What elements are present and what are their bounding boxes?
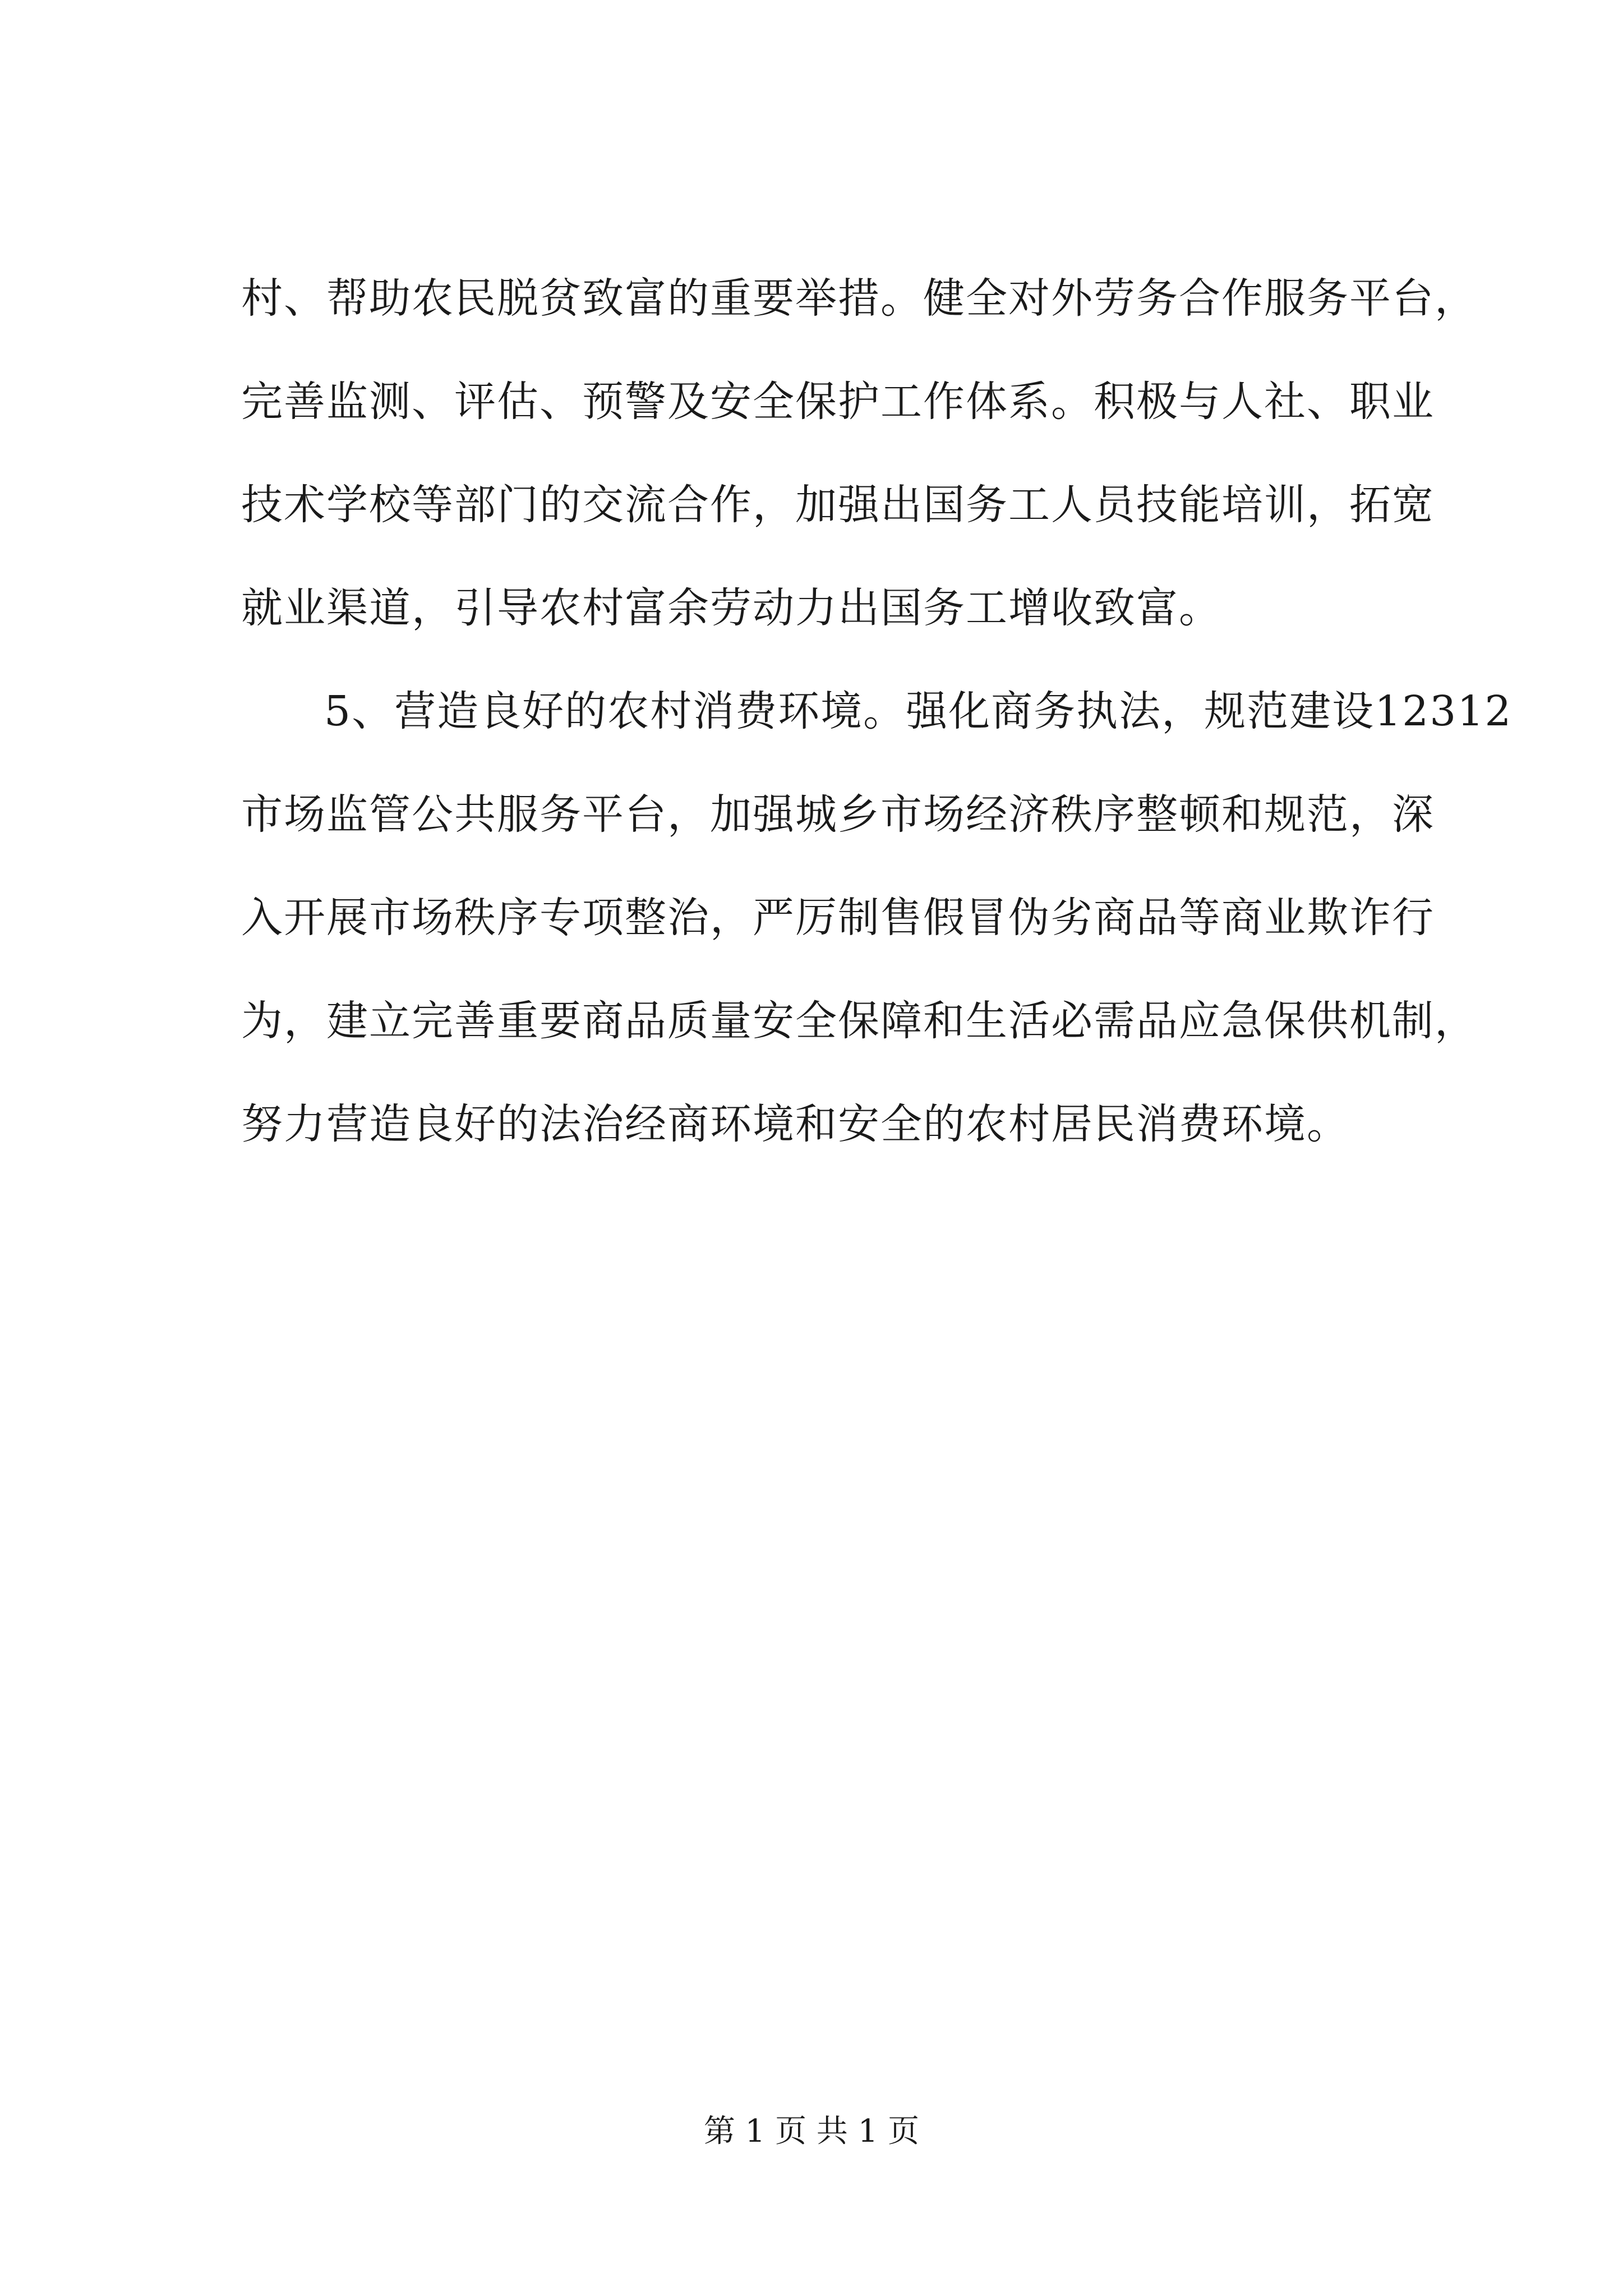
text-line: 为，建立完善重要商品质量安全保障和生活必需品应急保供机制， bbox=[241, 997, 1477, 1045]
document-body bbox=[241, 247, 1513, 1176]
text-line: 完善监测、评估、预警及安全保护工作体系。积极与人社、职业 bbox=[241, 378, 1435, 426]
paragraph-1 bbox=[241, 247, 1477, 660]
text-line: 技术学校等部门的交流合作，加强出国务工人员技能培训，拓宽 bbox=[241, 481, 1435, 529]
text-line: 村、帮助农民脱贫致富的重要举措。健全对外劳务合作服务平台， bbox=[241, 274, 1477, 323]
text-line: 5、营造良好的农村消费环境。强化商务执法，规范建设12312 bbox=[324, 687, 1513, 735]
page-footer bbox=[0, 2106, 1623, 2151]
text-line: 就业渠道，引导农村富余劳动力出国务工增收致富。 bbox=[241, 584, 1221, 632]
page-number-label: 第 1 页 共 1 页 bbox=[703, 2113, 920, 2150]
text-line: 市场监管公共服务平台，加强城乡市场经济秩序整顿和规范，深 bbox=[241, 790, 1435, 839]
paragraph-2 bbox=[241, 660, 1513, 1176]
text-line: 努力营造良好的法治经商环境和安全的农村居民消费环境。 bbox=[241, 1100, 1349, 1148]
text-line: 入开展市场秩序专项整治，严厉制售假冒伪劣商品等商业欺诈行 bbox=[241, 894, 1435, 942]
